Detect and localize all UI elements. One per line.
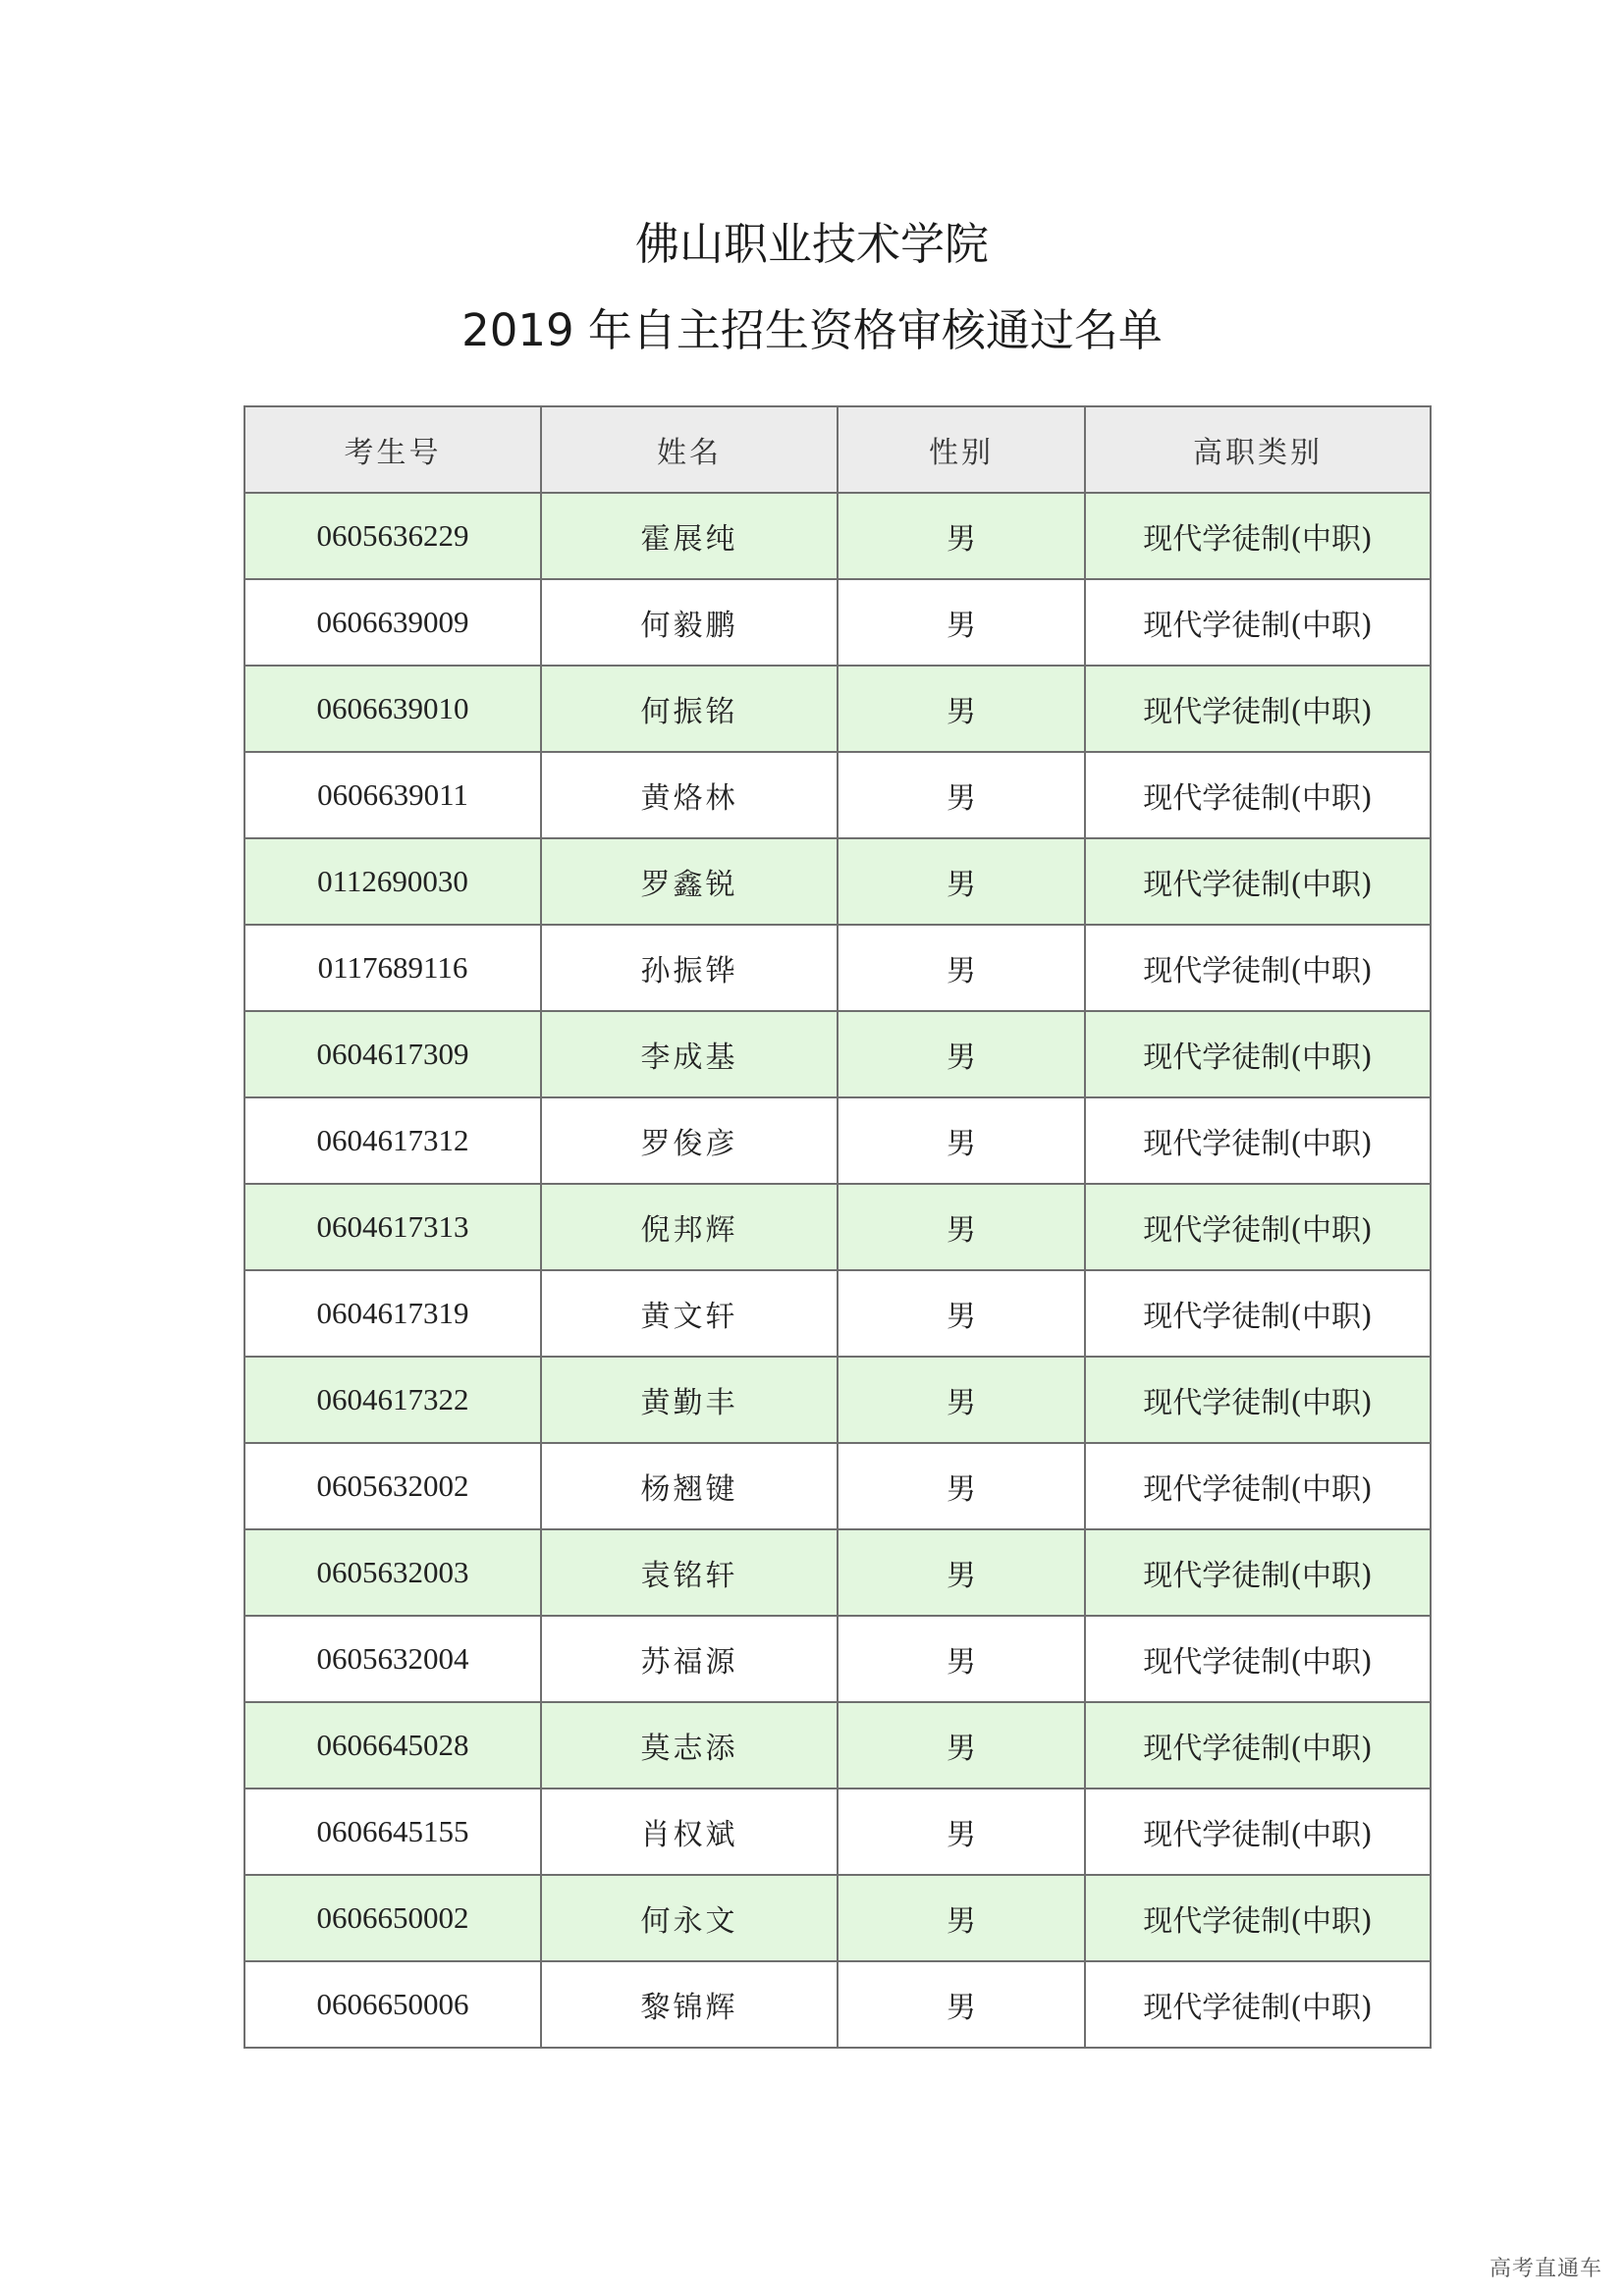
gender-cell: 男 <box>838 1875 1085 1961</box>
name-cell: 苏福源 <box>541 1616 838 1702</box>
candidate-number-cell: 0117689116 <box>244 925 541 1011</box>
category-cell: 现代学徒制(中职) <box>1085 752 1431 838</box>
category-cell: 现代学徒制(中职) <box>1085 666 1431 752</box>
header-name: 姓名 <box>541 406 838 493</box>
candidate-number-cell: 0604617309 <box>244 1011 541 1097</box>
candidate-number-cell: 0605636229 <box>244 493 541 579</box>
candidate-number-cell: 0605632003 <box>244 1529 541 1616</box>
candidate-number-cell: 0605632004 <box>244 1616 541 1702</box>
category-cell: 现代学徒制(中职) <box>1085 1097 1431 1184</box>
table-row <box>244 925 1431 1011</box>
table-row <box>244 1616 1431 1702</box>
header-category: 高职类别 <box>1085 406 1431 493</box>
table-header-row <box>244 406 1431 493</box>
name-cell: 李成基 <box>541 1011 838 1097</box>
category-cell: 现代学徒制(中职) <box>1085 1875 1431 1961</box>
name-cell: 罗俊彦 <box>541 1097 838 1184</box>
category-cell: 现代学徒制(中职) <box>1085 1616 1431 1702</box>
table-row <box>244 838 1431 925</box>
name-cell: 黄勤丰 <box>541 1357 838 1443</box>
category-cell: 现代学徒制(中职) <box>1085 1529 1431 1616</box>
table-row <box>244 666 1431 752</box>
admission-list-table <box>244 405 1432 2049</box>
name-cell: 孙振铧 <box>541 925 838 1011</box>
name-cell: 何毅鹏 <box>541 579 838 666</box>
candidate-number-cell: 0606645155 <box>244 1789 541 1875</box>
gender-cell: 男 <box>838 1011 1085 1097</box>
candidate-number-cell: 0606639009 <box>244 579 541 666</box>
gender-cell: 男 <box>838 579 1085 666</box>
name-cell: 罗鑫锐 <box>541 838 838 925</box>
category-cell: 现代学徒制(中职) <box>1085 493 1431 579</box>
name-cell: 黄烙林 <box>541 752 838 838</box>
name-cell: 黄文轩 <box>541 1270 838 1357</box>
page-title: 佛山职业技术学院 <box>634 218 989 270</box>
name-cell: 何振铭 <box>541 666 838 752</box>
table-row <box>244 1011 1431 1097</box>
table-row <box>244 1357 1431 1443</box>
name-cell: 肖权斌 <box>541 1789 838 1875</box>
gender-cell: 男 <box>838 1702 1085 1789</box>
header-gender: 性别 <box>838 406 1085 493</box>
candidate-number-cell: 0604617313 <box>244 1184 541 1270</box>
gender-cell: 男 <box>838 666 1085 752</box>
category-cell: 现代学徒制(中职) <box>1085 1357 1431 1443</box>
gender-cell: 男 <box>838 1357 1085 1443</box>
table-row <box>244 1702 1431 1789</box>
category-cell: 现代学徒制(中职) <box>1085 1011 1431 1097</box>
gender-cell: 男 <box>838 838 1085 925</box>
gender-cell: 男 <box>838 1184 1085 1270</box>
page-subtitle: 2019 年自主招生资格审核通过名单 <box>461 304 1163 356</box>
category-cell: 现代学徒制(中职) <box>1085 838 1431 925</box>
name-cell: 袁铭轩 <box>541 1529 838 1616</box>
table-row <box>244 1443 1431 1529</box>
table-row <box>244 1961 1431 2048</box>
table-row <box>244 1875 1431 1961</box>
candidate-number-cell: 0605632002 <box>244 1443 541 1529</box>
name-cell: 霍展纯 <box>541 493 838 579</box>
category-cell: 现代学徒制(中职) <box>1085 1270 1431 1357</box>
category-cell: 现代学徒制(中职) <box>1085 1184 1431 1270</box>
gender-cell: 男 <box>838 1616 1085 1702</box>
gender-cell: 男 <box>838 493 1085 579</box>
gender-cell: 男 <box>838 1789 1085 1875</box>
candidate-number-cell: 0604617319 <box>244 1270 541 1357</box>
gender-cell: 男 <box>838 1443 1085 1529</box>
name-cell: 何永文 <box>541 1875 838 1961</box>
candidate-number-cell: 0606639011 <box>244 752 541 838</box>
table-row <box>244 1184 1431 1270</box>
gender-cell: 男 <box>838 1961 1085 2048</box>
header-candidate-number: 考生号 <box>244 406 541 493</box>
candidate-number-cell: 0604617322 <box>244 1357 541 1443</box>
gender-cell: 男 <box>838 752 1085 838</box>
category-cell: 现代学徒制(中职) <box>1085 1443 1431 1529</box>
table-row <box>244 752 1431 838</box>
name-cell: 杨翘键 <box>541 1443 838 1529</box>
candidate-number-cell: 0112690030 <box>244 838 541 925</box>
table-row <box>244 1270 1431 1357</box>
candidate-number-cell: 0606639010 <box>244 666 541 752</box>
category-cell: 现代学徒制(中职) <box>1085 1789 1431 1875</box>
candidate-number-cell: 0604617312 <box>244 1097 541 1184</box>
category-cell: 现代学徒制(中职) <box>1085 1961 1431 2048</box>
category-cell: 现代学徒制(中职) <box>1085 1702 1431 1789</box>
category-cell: 现代学徒制(中职) <box>1085 925 1431 1011</box>
name-cell: 倪邦辉 <box>541 1184 838 1270</box>
table-row <box>244 1097 1431 1184</box>
candidate-number-cell: 0606650006 <box>244 1961 541 2048</box>
gender-cell: 男 <box>838 1270 1085 1357</box>
table-row <box>244 493 1431 579</box>
table-row <box>244 1789 1431 1875</box>
table-row <box>244 579 1431 666</box>
watermark-text: 高考直通车 <box>1489 2257 1602 2281</box>
gender-cell: 男 <box>838 925 1085 1011</box>
category-cell: 现代学徒制(中职) <box>1085 579 1431 666</box>
gender-cell: 男 <box>838 1097 1085 1184</box>
name-cell: 黎锦辉 <box>541 1961 838 2048</box>
gender-cell: 男 <box>838 1529 1085 1616</box>
candidate-number-cell: 0606645028 <box>244 1702 541 1789</box>
table-row <box>244 1529 1431 1616</box>
name-cell: 莫志添 <box>541 1702 838 1789</box>
candidate-number-cell: 0606650002 <box>244 1875 541 1961</box>
